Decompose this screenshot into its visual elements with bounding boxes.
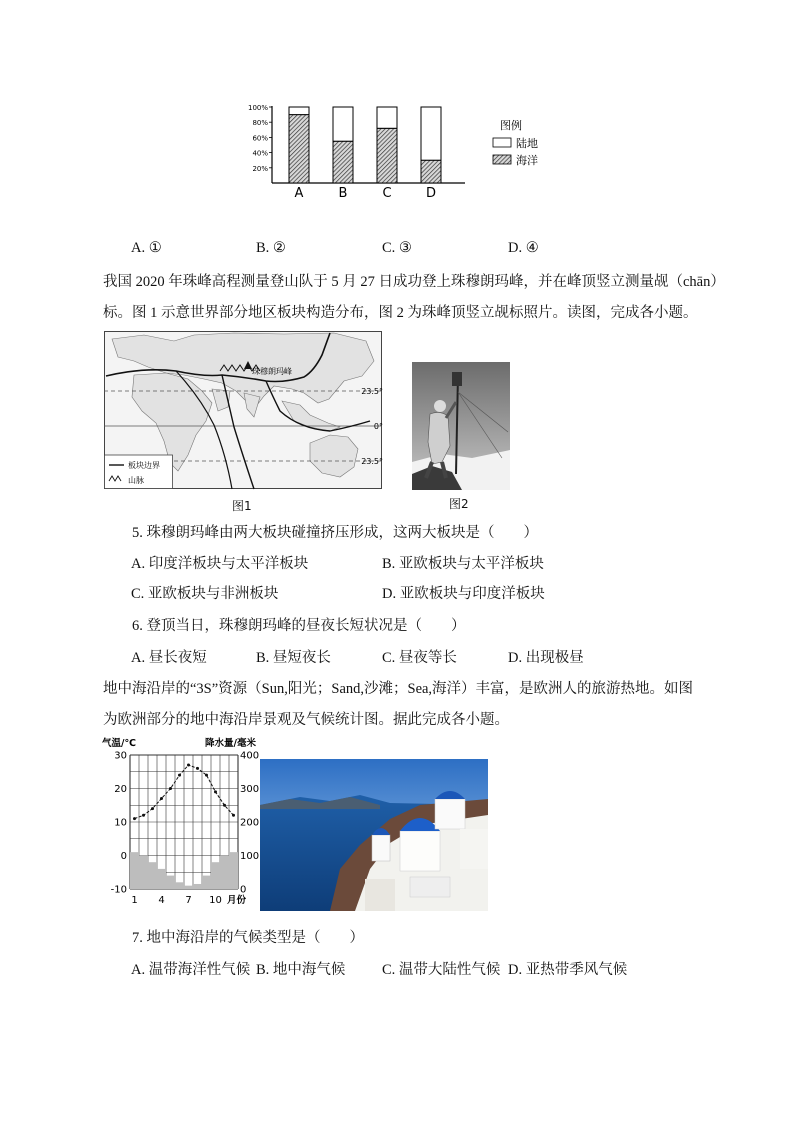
- precip-bar: [193, 884, 202, 889]
- bar-land-D: [421, 107, 441, 160]
- summit-survey-photo: [412, 362, 510, 490]
- y-tick-label: 60%: [252, 134, 268, 143]
- precip-tick-label: 300: [240, 784, 260, 795]
- precip-tick-label: 0: [240, 884, 247, 896]
- y-tick-label: 80%: [252, 119, 268, 128]
- q7-option-d[interactable]: D. 亚热带季风气候: [508, 962, 628, 978]
- x-category-label: B: [338, 186, 348, 201]
- intro2-line1: 地中海沿岸的“3S”资源（Sun,阳光；Sand,沙滩；Sea,海洋）丰富，是欧洲人的旅游热地。如图: [103, 681, 694, 697]
- bar-land-B: [333, 107, 353, 141]
- q5-option-d[interactable]: D. 亚欧板块与印度洋板块: [382, 586, 545, 602]
- legend-boundary-label: 板块边界: [128, 461, 160, 470]
- temperature-point: [205, 774, 208, 777]
- temperature-point: [151, 807, 154, 810]
- temp-tick-label: -10: [110, 884, 127, 896]
- x-category-label: A: [294, 186, 304, 201]
- bar-ocean-A: [289, 115, 309, 183]
- month-tick-label: 1: [131, 895, 138, 906]
- temperature-point: [169, 787, 172, 790]
- precip-axis-label: 降水量/毫米: [205, 738, 256, 749]
- q4-option-d[interactable]: D. ④: [508, 240, 539, 256]
- temperature-point: [214, 790, 217, 793]
- precip-tick-label: 200: [240, 817, 260, 829]
- q7-option-c[interactable]: C. 温带大陆性气候: [382, 962, 501, 978]
- temp-tick-label: 20: [114, 784, 127, 795]
- q6-option-c[interactable]: C. 昼夜等长: [382, 650, 457, 666]
- intro1-line2: 标。图 1 示意世界部分地区板块构造分布，图 2 为珠峰顶竖立觇标照片。读图，完成各小题。: [103, 305, 698, 321]
- q4-option-c[interactable]: C. ③: [382, 240, 412, 256]
- q7-stem: 7. 地中海沿岸的气候类型是（ ）: [132, 930, 364, 946]
- precip-bar: [220, 856, 229, 890]
- everest-label: 珠穆朗玛峰: [252, 367, 292, 376]
- legend-ocean-label: 海洋: [516, 154, 538, 167]
- q5-option-c[interactable]: C. 亚欧板块与非洲板块: [131, 586, 279, 602]
- bar-land-C: [377, 107, 397, 128]
- fig2-caption: 图2: [449, 497, 469, 511]
- legend-mountain-label: 山脉: [128, 476, 144, 485]
- temperature-point: [196, 767, 199, 770]
- q6-option-a[interactable]: A. 昼长夜短: [131, 650, 207, 666]
- intro2-line2: 为欧洲部分的地中海沿岸景观及气候统计图。据此完成各小题。: [103, 712, 509, 728]
- temperature-point: [178, 774, 181, 777]
- precip-bar: [184, 886, 193, 889]
- legend-land-label: 陆地: [516, 137, 538, 150]
- precip-bar: [175, 882, 184, 889]
- climate-chart: [100, 734, 260, 912]
- q5-stem: 5. 珠穆朗玛峰由两大板块碰撞挤压形成，这两大板块是（ ）: [132, 525, 538, 541]
- q6-stem: 6. 登顶当日，珠穆朗玛峰的昼夜长短状况是（ ）: [132, 618, 466, 634]
- bar-land-A: [289, 107, 309, 115]
- temperature-point: [232, 814, 235, 817]
- temp-tick-label: 10: [114, 817, 127, 829]
- month-tick-label: 10: [209, 895, 222, 906]
- lat-label-south: 23.5°: [361, 457, 383, 466]
- fig1-caption: 图1: [232, 499, 252, 513]
- month-tick-label: 4: [158, 895, 165, 906]
- lat-label-equator: 0°: [373, 422, 383, 431]
- precip-bar: [139, 856, 148, 890]
- month-tick-label: 7: [185, 895, 192, 906]
- temp-tick-label: 0: [120, 851, 127, 862]
- temperature-point: [223, 804, 226, 807]
- land-ocean-bar-chart: [247, 98, 550, 203]
- precip-bar: [202, 876, 211, 889]
- q7-option-b[interactable]: B. 地中海气候: [256, 962, 346, 978]
- y-tick-label: 40%: [252, 149, 268, 158]
- plate-boundary-map: [104, 331, 382, 489]
- precip-bar: [157, 869, 166, 889]
- x-category-label: C: [382, 186, 392, 201]
- month-unit-label: 月份: [227, 895, 247, 906]
- precip-tick-label: 100: [240, 851, 260, 862]
- x-category-label: D: [425, 186, 437, 201]
- legend-ocean-swatch: [493, 155, 511, 164]
- q7-option-a[interactable]: A. 温带海洋性气候: [131, 962, 251, 978]
- q6-option-d[interactable]: D. 出现极昼: [508, 650, 584, 666]
- q5-option-a[interactable]: A. 印度洋板块与太平洋板块: [131, 556, 309, 572]
- temp-axis-label: 气温/℃: [102, 738, 136, 749]
- precip-bar: [148, 862, 157, 889]
- precip-bar: [166, 876, 175, 889]
- precip-bar: [229, 852, 238, 889]
- lat-label-north: 23.5°: [361, 387, 383, 396]
- y-tick-label: 20%: [252, 164, 268, 173]
- intro1-line1: 我国 2020 年珠峰高程测量登山队于 5 月 27 日成功登上珠穆朗玛峰，并在峰顶竖立测量觇（chān）: [103, 274, 725, 290]
- legend-title: 图例: [500, 119, 522, 132]
- temperature-point: [142, 814, 145, 817]
- q4-option-b[interactable]: B. ②: [256, 240, 286, 256]
- bar-ocean-D: [421, 160, 441, 183]
- bar-ocean-C: [377, 128, 397, 183]
- legend-land-swatch: [493, 138, 511, 147]
- q5-option-b[interactable]: B. 亚欧板块与太平洋板块: [382, 556, 544, 572]
- q6-option-b[interactable]: B. 昼短夜长: [256, 650, 331, 666]
- temperature-point: [187, 764, 190, 767]
- temp-tick-label: 30: [114, 750, 127, 762]
- precip-bar: [211, 862, 220, 889]
- temperature-point: [160, 797, 163, 800]
- y-tick-label: 100%: [247, 104, 268, 112]
- temperature-point: [133, 817, 136, 820]
- precip-bar: [130, 852, 139, 889]
- precip-tick-label: 400: [240, 750, 260, 762]
- mediterranean-coast-photo: [260, 759, 488, 911]
- q4-option-a[interactable]: A. ①: [131, 240, 162, 256]
- bar-ocean-B: [333, 141, 353, 183]
